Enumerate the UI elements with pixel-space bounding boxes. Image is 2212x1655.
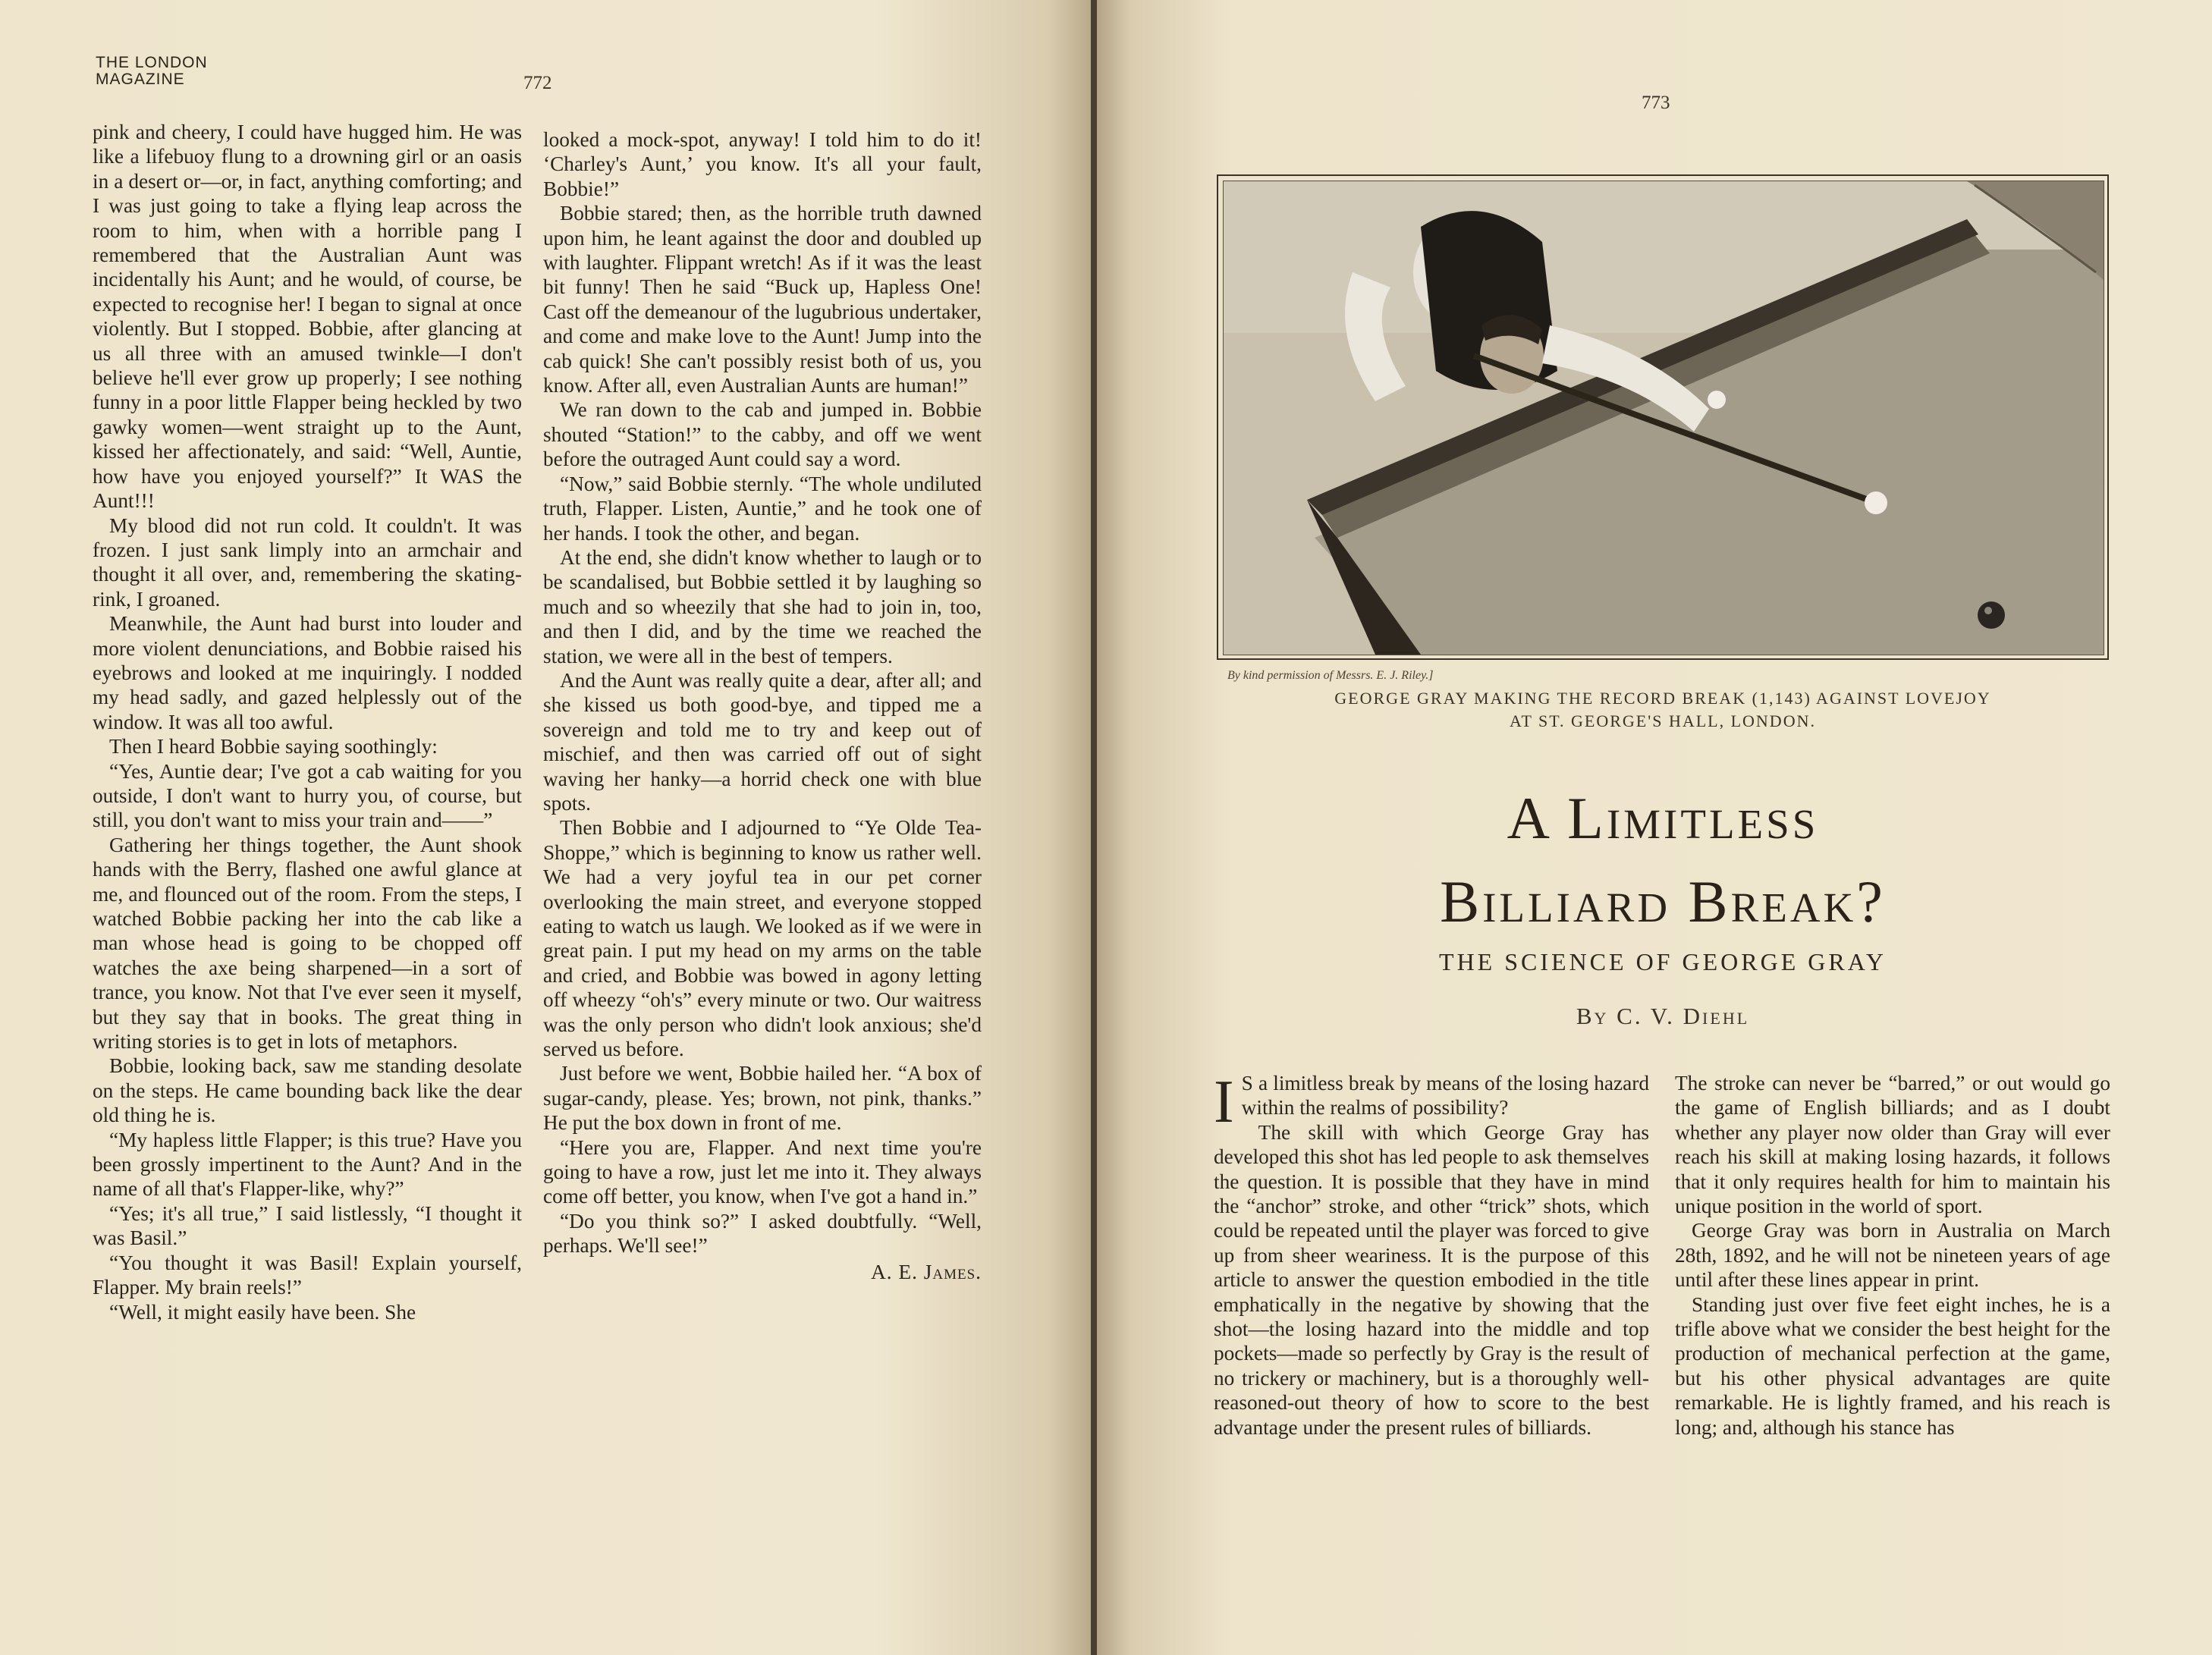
paragraph: The stroke can never be “barred,” or out would go the game of English billiards; and as I doubt whether any player now older than Gray will ever reach his skill at making losing hazards, it follows that it only requires health for him to maintain his unique position in the world of sport.	[1675, 1072, 2110, 1218]
billiards-photo	[1223, 181, 2104, 655]
drop-cap: I	[1214, 1069, 1234, 1135]
paragraph: Bobbie, looking back, saw me standing desolate on the steps. He came bounding back like the dear old thing he is.	[93, 1054, 522, 1127]
caption-line-1: GEORGE GRAY MAKING THE RECORD BREAK (1,143) AGAINST LOVEJOY	[1334, 689, 1991, 708]
paragraph: Standing just over five feet eight inches, he is a trifle above what we consider the best height for the production of mechanical perfection at the game, but his other physical advantages are quite remarkable. He is lightly framed, and his reach is long; and, although his stance has	[1675, 1292, 2110, 1439]
photo-caption	[1217, 687, 2109, 733]
paragraph: And the Aunt was really quite a dear, after all; and she kissed us both good-bye, and tipped me a sovereign and told me to try and keep out of mischief, and then was carried off out of sight waving her hanky—a horrid check one with blue spots.	[543, 668, 982, 815]
photo-credit: By kind permission of Messrs. E. J. Riley.]	[1227, 669, 1434, 682]
page-number-left: 772	[523, 73, 552, 93]
page-number-right: 773	[1642, 93, 1670, 113]
paragraph: My blood did not run cold. It couldn't. It was frozen. I just sank limply into an armchair and thought it all over, and, remembering the skating-rink, I groaned.	[93, 513, 522, 611]
paragraph: “Yes; it's all true,” I said listlessly, “I thought it was Basil.”	[93, 1201, 522, 1250]
paragraph: “Well, it might easily have been. She	[109, 1300, 416, 1324]
paragraph: We ran down to the cab and jumped in. Bobbie shouted “Station!” to the cabby, and off we went before the outraged Aunt could say a word.	[543, 398, 982, 471]
billiards-photo-illustration	[1224, 181, 2104, 655]
opening-text: S a limitless break by means of the losing hazard within the realms of possibility?	[1241, 1072, 1649, 1120]
paragraph: “My hapless little Flapper; is this true? Have you been grossly impertinent to the Aunt? And in the name of all that's Flapper-like, why?”	[93, 1128, 522, 1201]
title-line-2: Billiard Break?	[1440, 868, 1886, 934]
paragraph: Then Bobbie and I adjourned to “Ye Olde Tea-Shoppe,” which is beginning to know us rather well. We had a very joyful tea in our pet corner overlooking the main street, and everyone stopped eating to watch us laugh. We looked as if we were in great pain. I put my head on my arms on the table and cried, and Bobbie was bowed in agony letting off wheezy “oh's” every minute or two. Our waitress was the only person who didn't look anxious; she'd served us before.	[543, 816, 982, 1061]
paragraph: George Gray was born in Australia on March 28th, 1892, and he will not be nineteen years of age until after these lines appear in print.	[1675, 1219, 2110, 1292]
paragraph: Gathering her things together, the Aunt shook hands with the Berry, flashed one awful glance at me, and flounced out of the room. From the steps, I watched Bobbie packing her into the cab like a man whose head is going to be chopped off watches the axe being sharpened—in a sort of trance, you know. Not that I've ever seen it myself, but they say that in books. The great thing in writing stories is to get in lots of metaphors.	[93, 833, 522, 1054]
paragraph: Just before we went, Bobbie hailed her. “A box of sugar-candy, please. Yes; brown, not pink, thanks.” He put the box down in front of me.	[543, 1062, 982, 1135]
text-column-4	[1675, 1071, 2110, 1440]
article-byline: By C. V. Diehl	[1576, 1003, 1750, 1029]
paragraph: “You thought it was Basil! Explain yourself, Flapper. My brain reels!”	[93, 1251, 522, 1299]
paragraph: At the end, she didn't know whether to laugh or to be scandalised, but Bobbie settled it by laughing so much and so wheezily that she had to join in, too, and then I did, and by the time we reached the station, we were all in the best of tempers.	[543, 545, 982, 667]
paragraph: “Now,” said Bobbie sternly. “The whole undiluted truth, Flapper. Listen, Auntie,” and he took one of her hands. I took the other, and began.	[543, 472, 982, 545]
paragraph: “Yes, Auntie dear; I've got a cab waiting for you outside, I don't want to hurry you, of course, but still, you don't want to miss your train and——”	[93, 759, 522, 832]
author-signature: A. E. James.	[871, 1260, 982, 1283]
left-page	[0, 0, 1092, 1655]
paragraph: looked a mock-spot, anyway! I told him to do it! ‘Charley's Aunt,’ you know. It's all your fault, Bobbie!”	[543, 128, 982, 200]
text-column-3	[1214, 1071, 1649, 1440]
paragraph: pink and cheery, I could have hugged him. He was like a lifebuoy flung to a drowning girl or an oasis in a desert or—or, in fact, anything comforting; and I was just going to take a flying leap across the room to him, when with a horrible pang I remembered that the Australian Aunt was incidentally his Aunt; and he would, of course, be expected to recognise her! I began to signal at once violently. But I stopped. Bobbie, after glancing at us all three with an amused twinkle—I don't believe he'll ever grow up properly; I see nothing funny in a poor little Flapper being heckled by two gawky women—went straight up to the Aunt, kissed her affectionately, and said: “Well, Auntie, how have you enjoyed yourself?” It WAS the Aunt!!!	[93, 121, 522, 513]
text-column-1	[93, 120, 522, 1324]
article-subtitle: THE SCIENCE OF GEORGE GRAY	[1439, 948, 1887, 975]
paragraph: Meanwhile, the Aunt had burst into louder and more violent denunciations, and Bobbie raised his eyebrows and looked at me inquiringly. I nodded my head sadly, and gazed helplessly out of the window. It was all too awful.	[93, 612, 522, 733]
running-head	[96, 55, 208, 88]
caption-line-2: AT ST. GEORGE'S HALL, LONDON.	[1510, 711, 1816, 730]
article-title	[1217, 777, 2109, 944]
photo-frame	[1217, 174, 2109, 660]
paragraph: “Here you are, Flapper. And next time you're going to have a row, just let me into it. They always come off better, you know, when I've got a hand in.”	[543, 1135, 982, 1208]
paragraph: The skill with which George Gray has developed this shot has led people to ask themselves the question. It is possible that they have in mind the “anchor” stroke, and other “trick” shots, which could be repeated until the player was forced to give up from sheer weariness. It is the purpose of this article to answer the question embodied in the title emphatically in the negative by showing that the shot—the losing hazard into the middle and top pockets—made so perfectly by Gray is the result of no trickery or machinery, but is a thoroughly well-reasoned-out theory of how to score to the best advantage under the present rules of billiards.	[1214, 1120, 1649, 1439]
paragraph: Bobbie stared; then, as the horrible truth dawned upon him, he leant against the door and doubled up with laughter. Flippant wretch! As if it was the least bit funny! Then he said “Buck up, Hapless One! Cast off the demeanour of the lugubrious undertaker, and come and make love to the Aunt! Jump into the cab quick! She can't possibly resist both of us, you know. After all, even Australian Aunts are human!”	[543, 202, 982, 397]
paragraph: “Do you think so?” I asked doubtfully. “Well, perhaps. We'll see!”	[543, 1209, 982, 1258]
running-head-line-2: MAGAZINE	[96, 71, 185, 88]
running-head-line-1: THE LONDON	[96, 54, 208, 71]
text-column-2	[543, 127, 982, 1284]
opening-paragraph	[1214, 1069, 1649, 1135]
title-line-1: A Limitless	[1507, 785, 1819, 851]
paragraph: Then I heard Bobbie saying soothingly:	[109, 735, 438, 758]
